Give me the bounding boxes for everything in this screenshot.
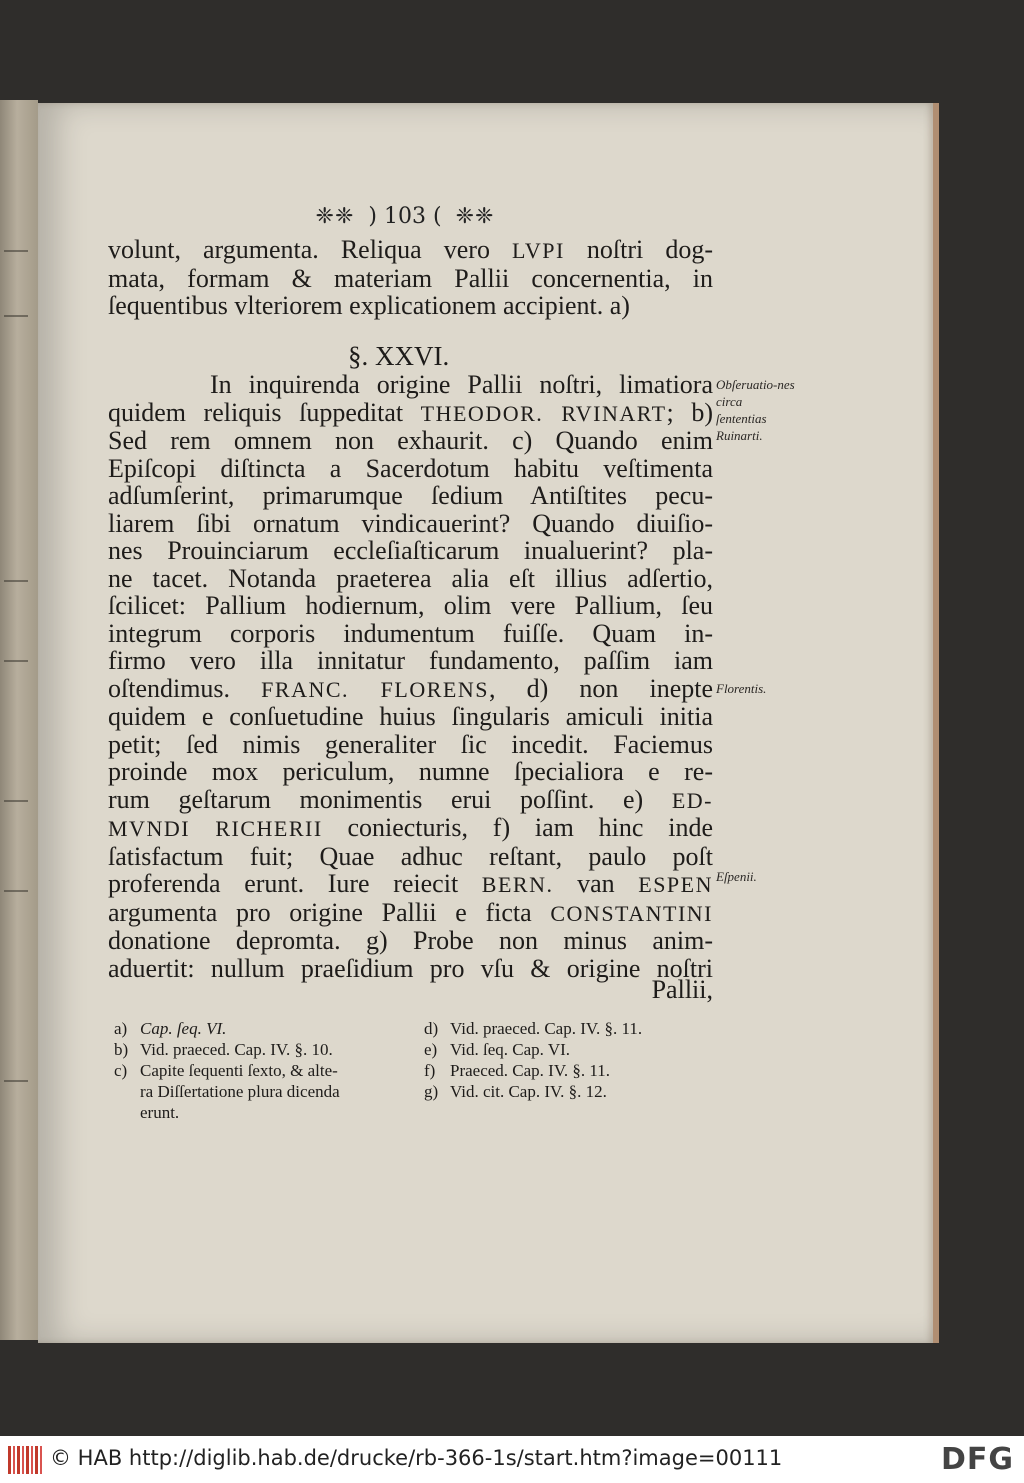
text-line: donatione depromta. g) Probe non minus anim- bbox=[108, 926, 713, 955]
text-line: MVNDI RICHERII coniecturis, f) iam hinc inde bbox=[108, 813, 713, 842]
text-line: mata, formam & materiam Pallii concernentia, in bbox=[108, 263, 713, 293]
ornament-right-icon: ❈❈ bbox=[455, 203, 495, 229]
text-line: liarem ſibi ornatum vindicauerint? Quando diuiſio- bbox=[108, 508, 713, 538]
ornament-left-icon: ❈❈ bbox=[315, 203, 355, 229]
text-line: oſtendimus. FRANC. FLORENS, d) non inepte bbox=[108, 673, 713, 703]
barcode-icon bbox=[8, 1446, 42, 1474]
text-line: proinde mox periculum, numne ſpecialiora e re- bbox=[108, 757, 713, 786]
page-header bbox=[290, 198, 520, 234]
page-edge bbox=[933, 103, 939, 1343]
text-line: In inquirenda origine Pallii noſtri, limatiora bbox=[108, 370, 713, 399]
text-line: integrum corporis indumentum fuiſſe. Quam in- bbox=[108, 618, 713, 648]
footnotes-right bbox=[424, 1018, 724, 1102]
text-line: firmo vero illa innitatur fundamento, paſſim iam bbox=[108, 646, 713, 675]
text-line: aduertit: nullum praeſidium pro vſu & origine noſtri bbox=[108, 953, 713, 983]
footnote: e) Vid. ſeq. Cap. VI. bbox=[424, 1040, 571, 1059]
footnote: erunt. bbox=[140, 1103, 180, 1122]
text-line: nes Prouinciarum eccleſiaſticarum inualuerint? pla- bbox=[108, 536, 713, 565]
catchword: Pallii, bbox=[651, 975, 713, 1004]
previous-page-edge bbox=[0, 100, 38, 1340]
text-line: Epiſcopi diſtincta a Sacerdotum habitu veſtimenta bbox=[108, 453, 713, 483]
footnote: g) Vid. cit. Cap. IV. §. 12. bbox=[424, 1082, 607, 1101]
text-line: quidem reliquis ſuppeditat THEODOR. RVINART; b) bbox=[108, 397, 714, 427]
text-line: argumenta pro origine Pallii e ficta CONSTANTINI bbox=[108, 897, 713, 927]
footnote: f) Praeced. Cap. IV. §. 11. bbox=[424, 1061, 611, 1080]
text-line: rum geſtarum monimentis erui poſſint. e) ED- bbox=[108, 784, 713, 814]
margin-note-observationes: Obſeruatio-nes circa ſententias Ruinarti. bbox=[716, 377, 795, 443]
text-line: Sed rem omnem non exhaurit. c) Quando enim bbox=[108, 426, 713, 455]
text-line: ne tacet. Notanda praeterea alia eſt illius adſertio, bbox=[108, 563, 713, 593]
footnote: a) Cap. ſeq. VI. bbox=[114, 1019, 227, 1038]
text-line: petit; ſed nimis generaliter ſic incedit. Faciemus bbox=[108, 729, 713, 759]
text-line: ſatisfactum fuit; Quae adhuc reſtant, paulo poſt bbox=[108, 841, 713, 871]
text-line: volunt, argumenta. Reliqua vero LVPI noſtri dog- bbox=[108, 235, 713, 264]
catchword-line bbox=[108, 976, 713, 1004]
margin-note-florentis: Florentis. bbox=[716, 681, 767, 696]
source-link[interactable]: © HAB http://diglib.hab.de/drucke/rb-366-1s/start.htm?image=00111 bbox=[50, 1446, 783, 1470]
page-number: ) 103 ( bbox=[368, 203, 442, 229]
text-line: proferenda erunt. Iure reiecit BERN. van ESPEN bbox=[108, 869, 713, 898]
section-body bbox=[108, 371, 713, 982]
section-title: §. XXVI. bbox=[348, 341, 450, 371]
footnote: b) Vid. praeced. Cap. IV. §. 10. bbox=[114, 1040, 333, 1059]
text-line: adſumſerint, primarumque ſedium Antiſtites pecu- bbox=[108, 481, 713, 510]
dfg-logo: DFG bbox=[940, 1441, 1014, 1477]
margin-note-espenii: Eſpenii. bbox=[716, 869, 757, 884]
text-line: ſcilicet: Pallium hodiernum, olim vere Pallium, ſeu bbox=[108, 591, 713, 620]
footnote: ra Diſſertatione plura dicenda bbox=[140, 1082, 340, 1101]
footnote: d) Vid. praeced. Cap. IV. §. 11. bbox=[424, 1019, 643, 1038]
text-line: quidem e conſuetudine huius ſingularis amiculi initia bbox=[108, 702, 713, 731]
text-line: ſequentibus vlteriorem explicationem accipient. a) bbox=[108, 291, 630, 320]
intro-paragraph bbox=[108, 236, 713, 320]
footnotes-left bbox=[114, 1018, 414, 1123]
footnote: c) Capite ſequenti ſexto, & alte- bbox=[114, 1061, 338, 1080]
